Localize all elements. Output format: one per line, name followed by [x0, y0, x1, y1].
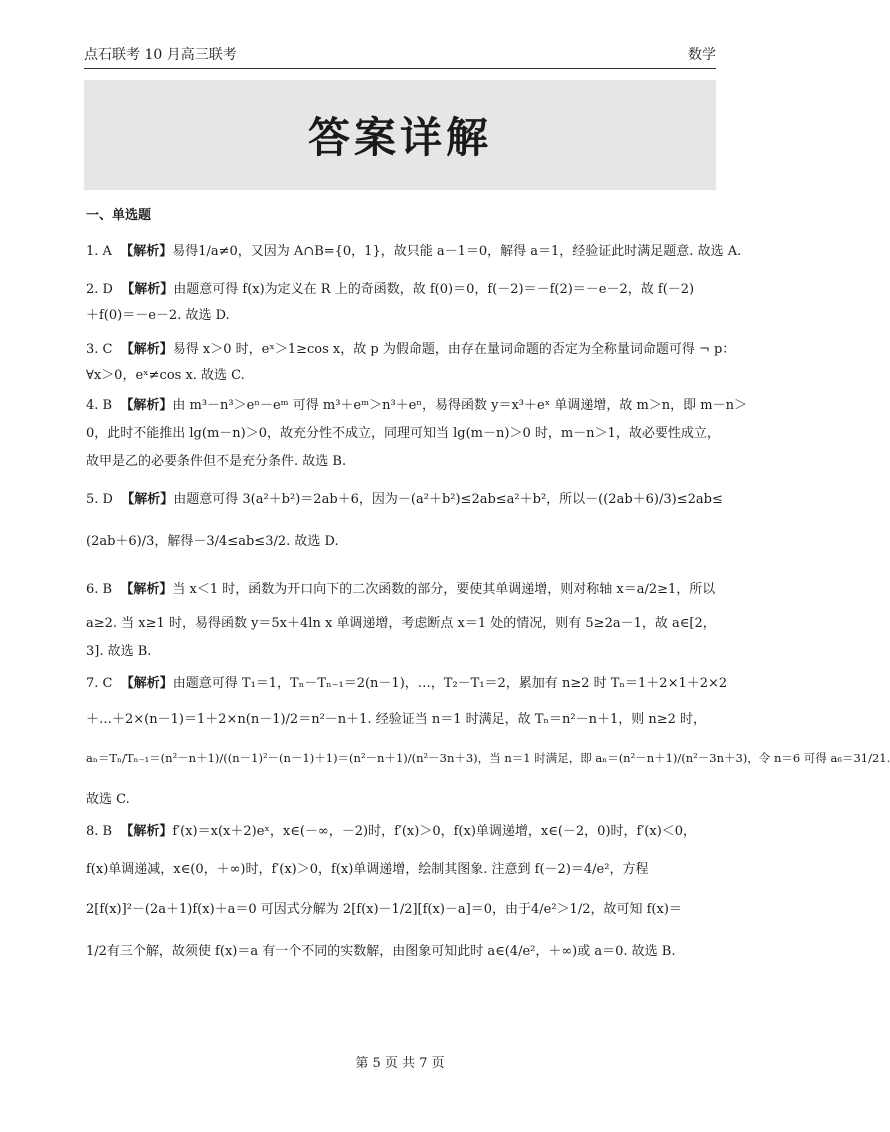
analysis-tag: 【解析】 [120, 398, 173, 413]
question-number: 8. B [86, 824, 113, 839]
answer-line: f(x)单调递减，x∈(0，＋∞)时，f′(x)＞0，f(x)单调递增，绘制其图象. 注意到 f(－2)＝4/e²，方程 [86, 862, 649, 877]
question-number: 4. B [86, 398, 113, 413]
answer-line: f′(x)＝x(x＋2)eˣ，x∈(－∞，－2)时，f′(x)＞0，f(x)单调递增，x∈(－2，0)时，f′(x)＜0， [172, 824, 697, 839]
answer-line: 由 m³－n³＞eⁿ－eᵐ 可得 m³＋eᵐ＞n³＋eⁿ，易得函数 y＝x³＋eˣ 单调递增，故 m＞n，即 m－n＞ [172, 398, 748, 413]
analysis-tag: 【解析】 [120, 342, 173, 357]
analysis-tag: 【解析】 [120, 582, 173, 597]
answer-line: 故甲是乙的必要条件但不是充分条件. 故选 B. [86, 454, 347, 469]
header-exam-title: 点石联考 10 月高三联考 [84, 47, 237, 63]
answer-line: (2ab＋6)/3，解得－3/4≤ab≤3/2. 故选 D. [86, 534, 339, 549]
question-1 [86, 240, 741, 259]
question-6 [86, 578, 715, 597]
analysis-tag: 【解析】 [120, 244, 173, 259]
answer-line: ＋…＋2×(n－1)＝1＋2×n(n－1)/2＝n²－n＋1. 经验证当 n＝1 时满足，故 Tₙ＝n²－n＋1，则 n≥2 时， [86, 712, 707, 727]
page-footer: 第 5 页 共 7 页 [355, 1056, 445, 1071]
question-number: 3. C [86, 342, 113, 357]
question-number: 5. D [86, 492, 113, 507]
question-number: 1. A [86, 244, 112, 259]
title-banner [84, 80, 716, 190]
page-title: 答案详解 [307, 113, 492, 162]
question-number: 2. D [86, 282, 113, 297]
question-5 [86, 488, 723, 507]
answer-line: 易得1/a≠0，又因为 A∩B={0，1}，故只能 a－1＝0，解得 a＝1，经验证此时满足题意. 故选 A. [172, 244, 742, 259]
answer-line: 易得 x＞0 时，eˣ＞1≥cos x，故 p 为假命题，由存在量词命题的否定为全称量词命题可得 ¬ p： [172, 342, 736, 357]
answer-line: 故选 C. [86, 792, 130, 807]
analysis-tag: 【解析】 [121, 282, 174, 297]
answer-line: ∀x＞0，eˣ≠cos x. 故选 C. [86, 368, 245, 383]
question-number: 7. C [86, 676, 113, 691]
question-7 [86, 672, 727, 691]
page-header [84, 36, 716, 64]
analysis-tag: 【解析】 [120, 824, 173, 839]
analysis-tag: 【解析】 [120, 676, 173, 691]
answer-line: 3]. 故选 B. [86, 644, 152, 659]
section-heading: 一、单选题 [86, 208, 152, 223]
question-8 [86, 820, 696, 839]
header-subject: 数学 [688, 47, 716, 63]
answer-line: 由题意可得 T₁＝1，Tₙ－Tₙ₋₁＝2(n－1)，…，T₂－T₁＝2，累加有 n≥2 时 Tₙ＝1＋2×1＋2×2 [172, 676, 728, 691]
answer-line: ＋f(0)＝－e－2. 故选 D. [86, 308, 230, 323]
answer-line: 由题意可得 f(x)为定义在 R 上的奇函数，故 f(0)＝0，f(－2)＝－f(2)＝－e－2，故 f(－2) [173, 282, 695, 297]
header-divider [84, 68, 716, 69]
answer-line: 0，此时不能推出 lg(m－n)＞0，故充分性不成立，同理可知当 lg(m－n)＞0 时，m－n＞1，故必要性成立， [86, 426, 720, 441]
answer-line: aₙ＝Tₙ/Tₙ₋₁＝(n²－n＋1)/((n－1)²－(n－1)＋1)＝(n²－n＋1)/(n²－3n＋3)，当 n＝1 时满足，即 aₙ＝(n²－n＋1)/(n²－3n＋3)，令 n＝6 可得 a₆＝31/21. [86, 751, 890, 765]
answer-line: 由题意可得 3(a²＋b²)＝2ab＋6，因为－(a²＋b²)≤2ab≤a²＋b²，所以－((2ab＋6)/3)≤2ab≤ [173, 492, 723, 507]
question-2 [86, 278, 694, 297]
question-3 [86, 338, 735, 357]
answer-line: 2[f(x)]²－(2a＋1)f(x)＋a＝0 可因式分解为 2[f(x)－1/2][f(x)－a]＝0，由于4/e²＞1/2，故可知 f(x)＝ [86, 902, 682, 917]
answer-line: 1/2有三个解，故须使 f(x)＝a 有一个不同的实数解，由图象可知此时 a∈(4/e²，＋∞)或 a＝0. 故选 B. [86, 944, 676, 959]
question-4 [86, 394, 747, 413]
answer-line: a≥2. 当 x≥1 时，易得函数 y＝5x＋4ln x 单调递增，考虑断点 x＝1 处的情况，则有 5≥2a－1，故 a∈[2， [86, 616, 716, 631]
question-number: 6. B [86, 582, 113, 597]
answer-line: 当 x＜1 时，函数为开口向下的二次函数的部分，要使其单调递增，则对称轴 x＝a/2≥1，所以 [172, 582, 716, 597]
analysis-tag: 【解析】 [121, 492, 174, 507]
